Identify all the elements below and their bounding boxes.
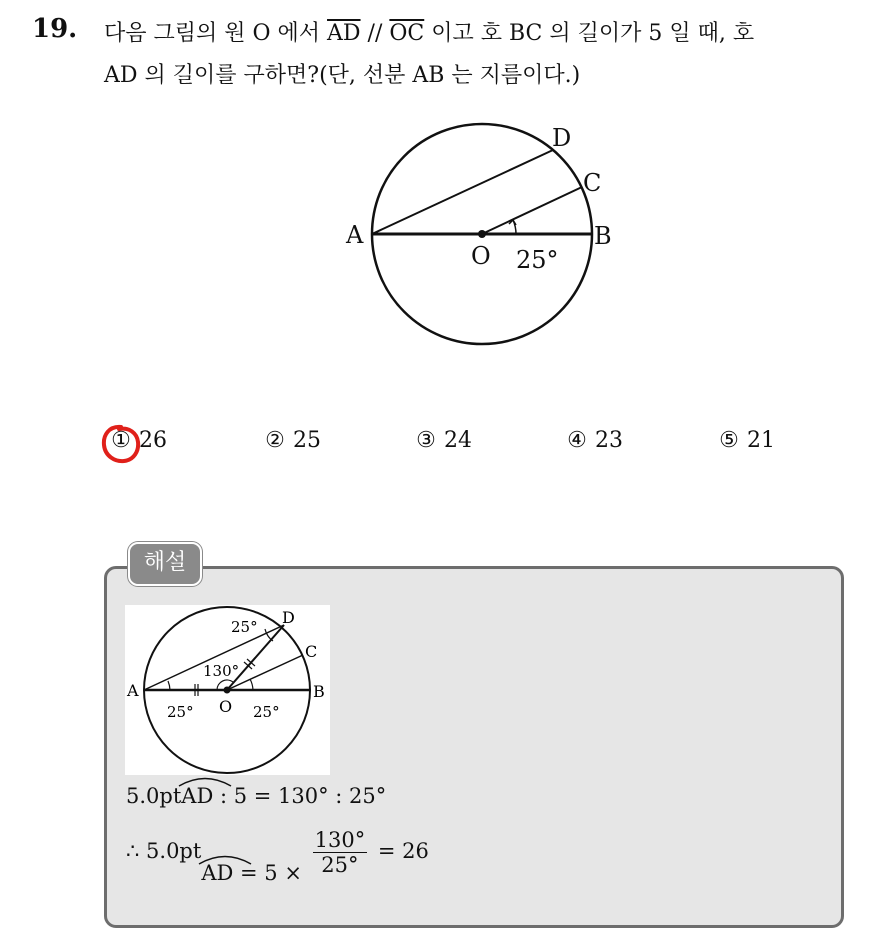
sol-angle-top: 25° <box>231 618 258 636</box>
choice-3[interactable] <box>415 428 472 453</box>
sol-line1-rest: : 5 = 130° : 25° <box>213 784 387 808</box>
choice-2[interactable] <box>264 428 321 453</box>
sol-angle-center: 130° <box>203 662 240 680</box>
sol-angle-right: 25° <box>253 703 280 721</box>
sol-label-d: D <box>282 608 295 627</box>
sol-line2-prefix: ∴ 5.0pt <box>126 839 202 863</box>
angle-label: 25° <box>516 246 559 274</box>
sol-label-a: A <box>127 681 139 700</box>
choice-5[interactable] <box>718 428 775 453</box>
label-c: C <box>583 169 602 197</box>
fraction-denominator: 25° <box>321 853 359 877</box>
choice-1[interactable] <box>110 428 167 453</box>
question-text-a: 다음 그림의 원 O 에서 <box>104 21 328 46</box>
radius-oc <box>482 187 582 234</box>
segment-oc: $\overline{OC}$ <box>389 21 425 46</box>
parallel-sign: // <box>360 21 390 46</box>
circle-figure <box>340 120 640 370</box>
sol-label-b: B <box>313 682 325 701</box>
choice-2-mark: ② <box>265 428 285 453</box>
question-text-b: 이고 호 BC 의 길이가 5 일 때, 호 <box>424 21 755 46</box>
choice-3-mark: ③ <box>416 428 436 453</box>
solution-tag: 해설 <box>128 542 202 586</box>
choice-4-mark: ④ <box>567 428 587 453</box>
choice-5-value: 21 <box>747 428 775 453</box>
choice-1-value: 26 <box>139 428 167 453</box>
sol-center-dot <box>224 687 231 694</box>
choice-5-mark: ⑤ <box>719 428 739 453</box>
segment-ad: $\overline{AD}$ <box>327 21 361 46</box>
sol-label-c: C <box>305 642 318 661</box>
sol-line2-mid: = 5 × <box>233 861 309 885</box>
choice-1-mark: ① <box>111 428 131 453</box>
sol-line2-arc-text: AD <box>201 861 234 885</box>
sol-angle-left: 25° <box>167 703 194 721</box>
sol-line2-arc <box>201 839 234 885</box>
choice-4[interactable] <box>566 428 623 453</box>
question-number: 19. <box>32 14 78 44</box>
center-dot <box>478 230 486 238</box>
label-a: A <box>346 221 364 249</box>
question-line-1 <box>104 16 754 47</box>
sol-line1-prefix: 5.0pt <box>126 784 182 808</box>
solution-figure <box>125 605 330 775</box>
sol-line1-arc <box>181 784 213 808</box>
fraction-numerator: 130° <box>314 828 366 852</box>
choice-3-value: 24 <box>444 428 472 453</box>
sol-line1-arc-text: AD <box>181 784 214 808</box>
sol-arc-right <box>250 679 253 690</box>
choice-4-value: 23 <box>595 428 623 453</box>
sol-label-o: O <box>219 697 233 716</box>
solution-line-2 <box>126 828 429 885</box>
label-d: D <box>552 124 572 152</box>
sol-arc-left <box>168 681 170 690</box>
solution-line-1 <box>126 784 386 808</box>
question-line-2: AD 의 길이를 구하면?(단, 선분 AB 는 지름이다.) <box>104 63 581 88</box>
label-b: B <box>594 222 612 250</box>
fraction <box>313 828 368 877</box>
choice-2-value: 25 <box>293 428 321 453</box>
sol-line2-end: = 26 <box>371 839 429 863</box>
label-o: O <box>471 242 491 270</box>
arc-hat-1 <box>177 775 233 787</box>
